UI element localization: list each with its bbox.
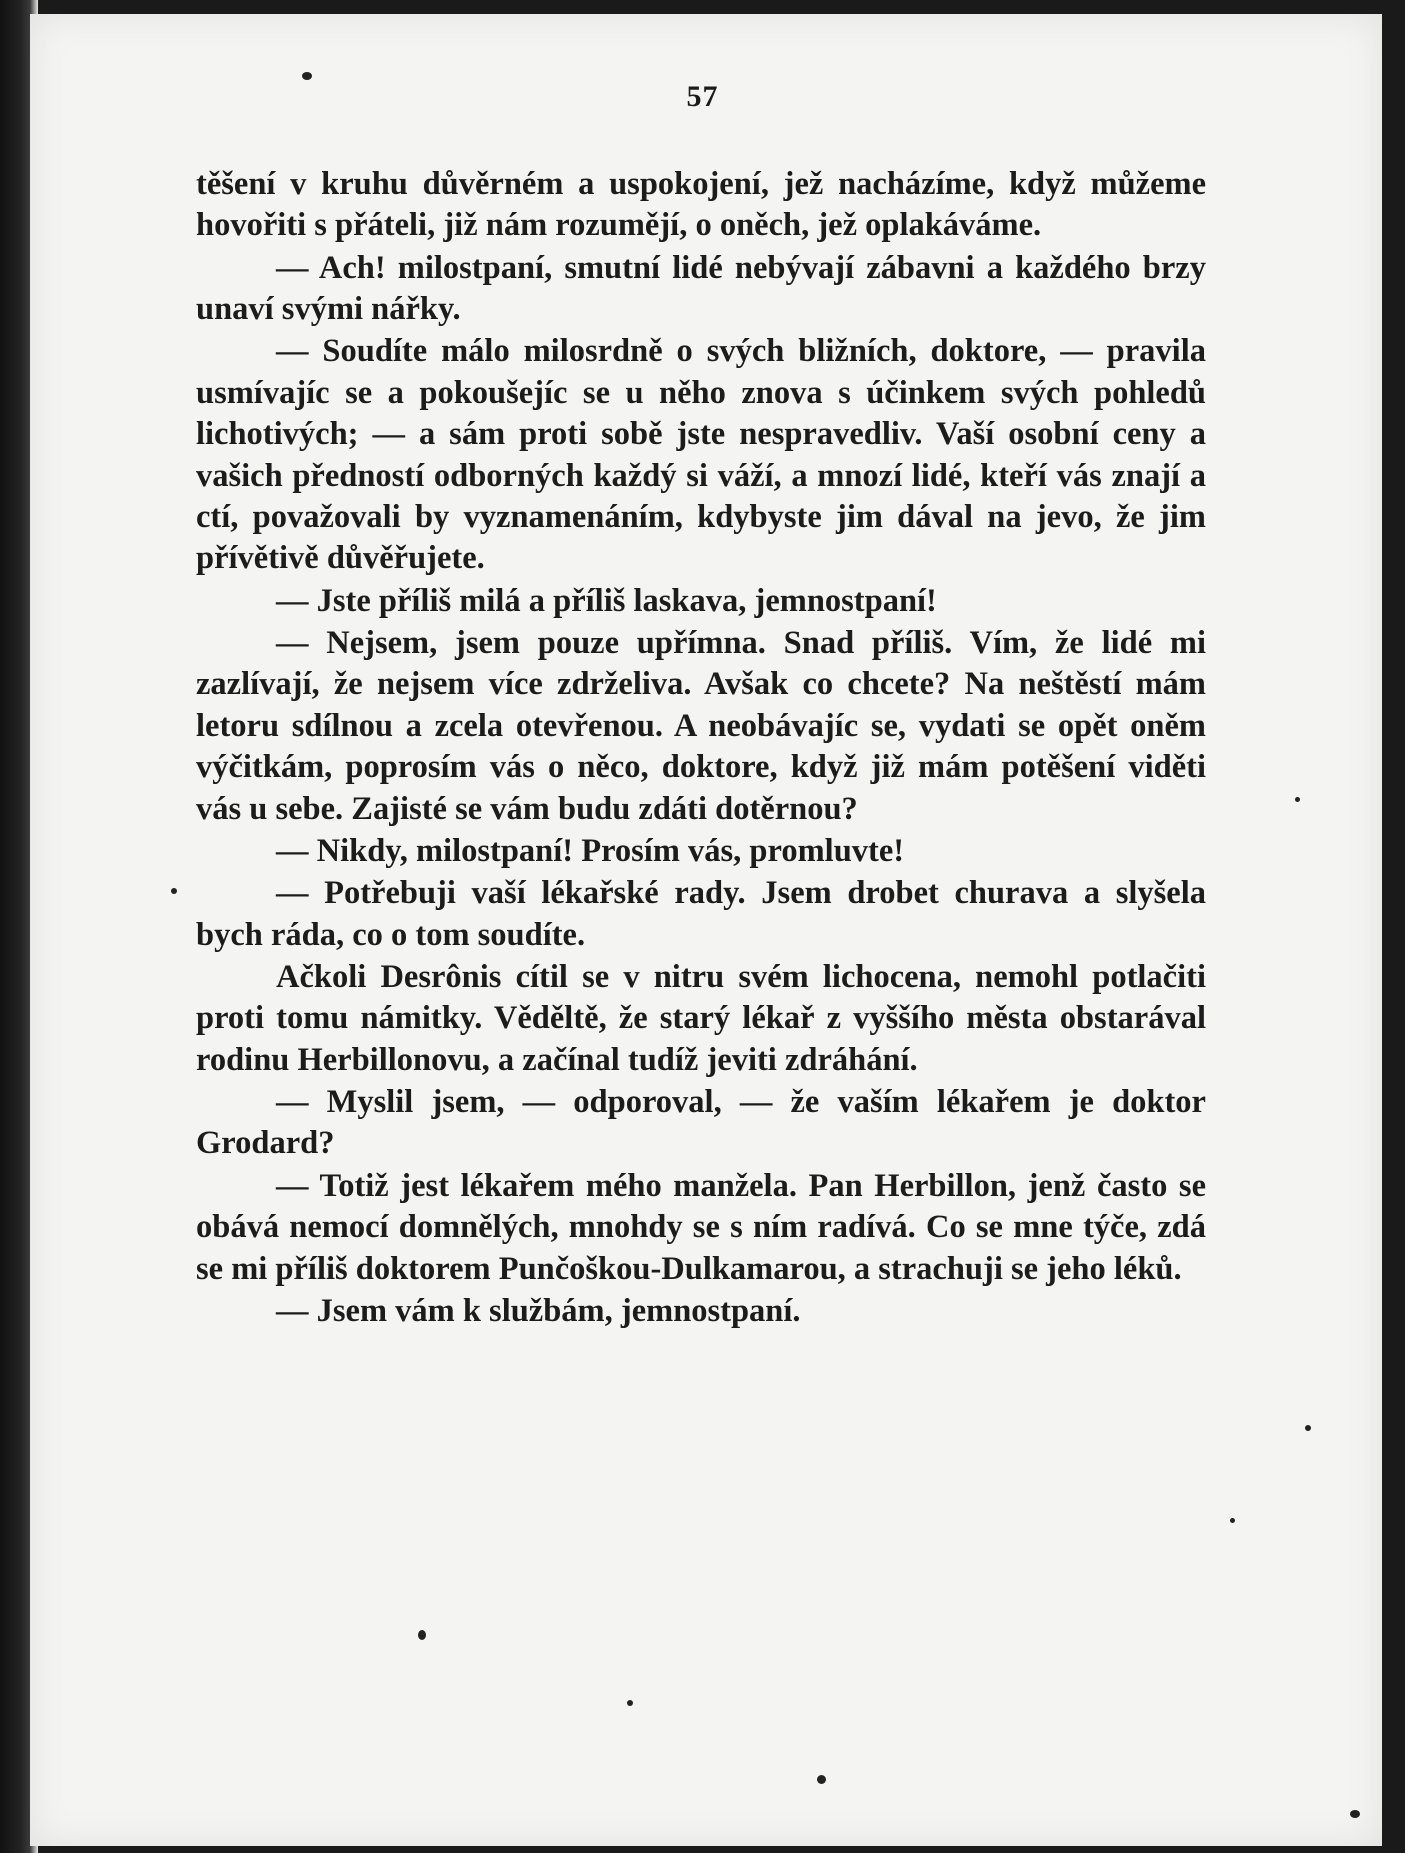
scan-speck: [418, 1630, 426, 1640]
paragraph: Ačkoli Desrônis cítil se v nitru svém lichocena, nemohl potlačiti proti tomu námitky. Věděltě, že starý lékař z vyššího města obstarával rodinu Herbillonovu, a začínal tudíž jeviti zdráhání.: [196, 958, 1206, 1078]
paragraph: — Jste příliš milá a příliš laskava, jemnostpaní!: [276, 582, 937, 619]
paragraph: — Ach! milostpaní, smutní lidé nebývají zábavni a každého brzy unaví svými nářky.: [196, 249, 1206, 328]
paragraph: — Nejsem, jsem pouze upřímna. Snad příliš. Vím, že lidé mi zazlívají, že nejsem více zdrželiva. Avšak co chcete? Na neštěstí mám letoru sdílnou a zcela otevřenou. A neobávajíc se, vydati se opět oněm výčitkám, poprosím vás o něco, doktore, když již mám potěšení viděti vás u sebe. Zajisté se vám budu zdáti dotěrnou?: [196, 625, 1206, 827]
paragraph: — Totiž jest lékařem mého manžela. Pan Herbillon, jenž často se obává nemocí domnělých, mnohdy se s ním radívá. Co se mne týče, zdá se mi příliš doktorem Punčoškou-Dulkamarou, a strachuji se jeho léků.: [196, 1167, 1206, 1287]
paragraph: — Soudíte málo milosrdně o svých bližních, doktore, — pravila usmívajíc se a pokoušejíc se u něho znova s účinkem svých pohledů lichotivých; — a sám proti sobě jste nespravedliv. Vaší osobní ceny a vašich předností odborných každý si váží, a mnozí lidé, kteří vás znají a ctí, považovali by vyznamenáním, kdybyste jim dával na jevo, že jim přívětivě důvěřujete.: [196, 333, 1206, 577]
scan-speck: [1350, 1810, 1360, 1818]
scan-speck: [1305, 1425, 1311, 1431]
scan-speck: [171, 888, 177, 894]
scan-speck: [627, 1700, 633, 1706]
paragraph: — Nikdy, milostpaní! Prosím vás, promluvte!: [276, 832, 905, 869]
scan-speck: [1295, 797, 1300, 802]
scan-speck: [817, 1775, 826, 1784]
paragraph: těšení v kruhu důvěrném a uspokojení, jež nacházíme, když můžeme hovořiti s přáteli, již nám rozumějí, o oněch, jež oplakáváme.: [196, 166, 1206, 244]
paragraph: — Myslil jsem, — odporoval, — že vaším lékařem je doktor Grodard?: [196, 1084, 1206, 1162]
scan-speck: [302, 72, 312, 80]
page-body: [196, 164, 1206, 1333]
page-number: 57: [686, 80, 719, 113]
paragraph: — Potřebuji vaší lékařské rady. Jsem drobet churava a slyšela bych ráda, co o tom soudíte.: [196, 875, 1206, 953]
scan-speck: [1230, 1518, 1235, 1523]
paragraph: — Jsem vám k službám, jemnostpaní.: [276, 1292, 801, 1329]
